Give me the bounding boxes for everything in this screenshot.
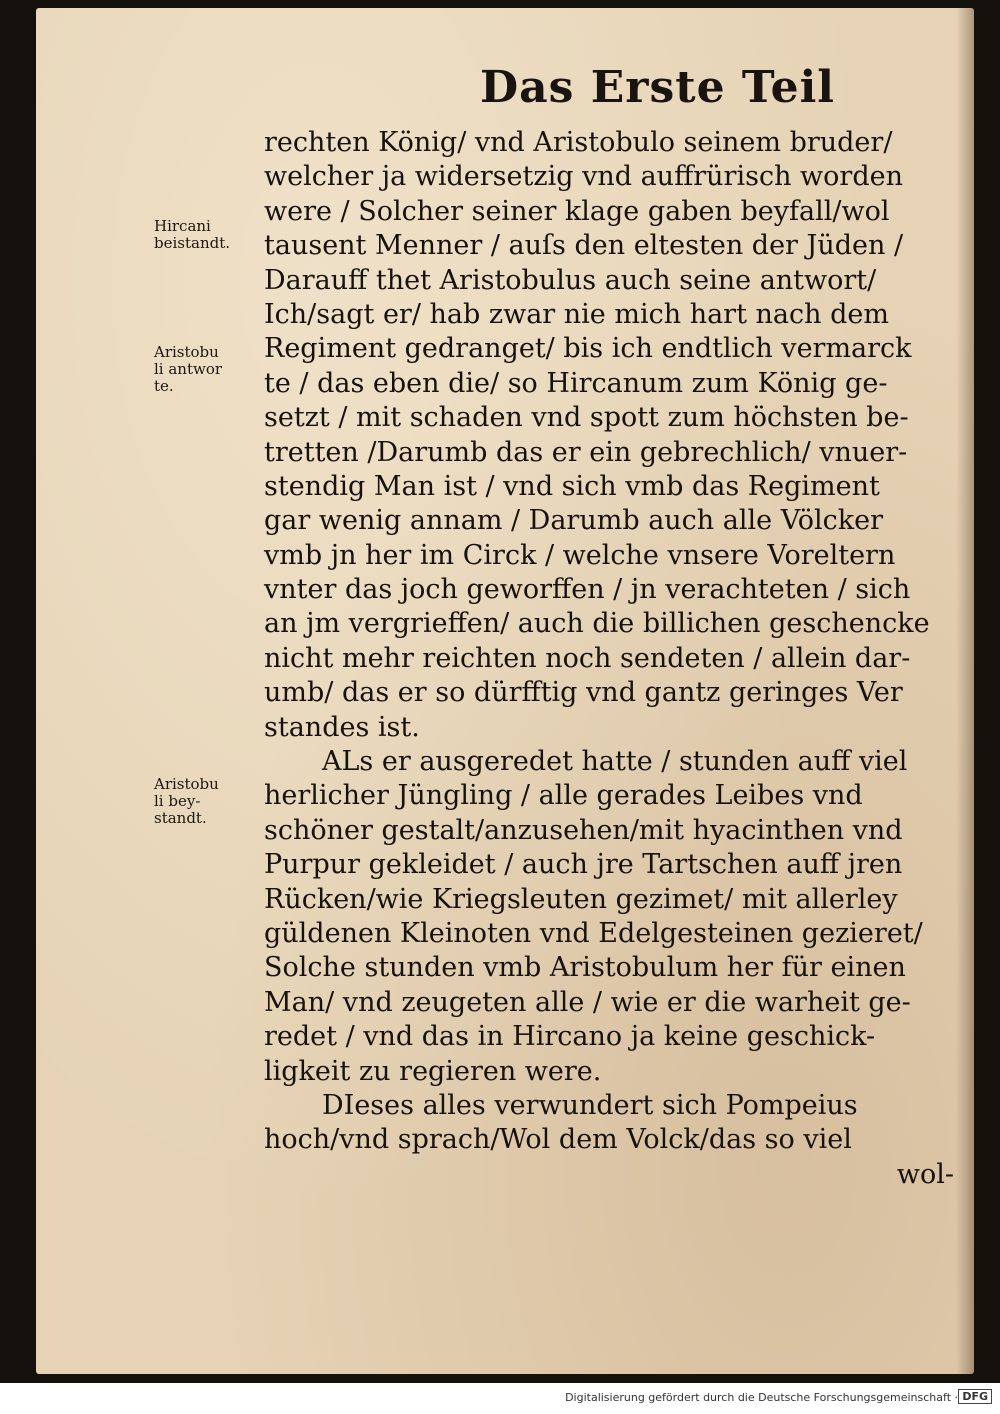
text-line: rechten König/ vnd Aristobulo seinem bruder/ xyxy=(264,127,893,158)
text-line: nicht mehr reichten noch sendeten / allein dar- xyxy=(264,642,911,674)
text-line: ALs er ausgeredet hatte / stunden auff viel xyxy=(322,746,908,778)
text-line: were / Solcher seiner klage gaben beyfall/wol xyxy=(264,195,890,227)
text-line: Man/ vnd zeugeten alle / wie er die warheit ge- xyxy=(264,986,911,1018)
margin-note-line: Hircani xyxy=(154,217,211,235)
text-line: tausent Menner / auſs den eltesten der Jüden / xyxy=(264,230,904,262)
page-edge-shadow xyxy=(956,8,974,1374)
margin-note-1 xyxy=(154,218,272,252)
text-line: Rücken/wie Kriegsleuten gezimet/ mit allerley xyxy=(264,883,898,915)
text-line: ligkeit zu regieren were. xyxy=(264,1055,602,1087)
text-line: Darauff thet Aristobulus auch seine antwort/ xyxy=(264,264,877,296)
text-line: Ich/sagt er/ hab zwar nie mich hart nach dem xyxy=(264,298,889,330)
text-line: te / das eben die/ so Hircanum zum König ge- xyxy=(264,367,888,399)
margin-note-3 xyxy=(154,776,272,827)
body-text xyxy=(264,126,954,1192)
margin-note-line: standt. xyxy=(154,809,207,827)
margin-note-line: Aristobu xyxy=(154,343,219,361)
margin-note-line: Aristobu xyxy=(154,775,219,793)
text-line: setzt / mit schaden vnd spott zum höchsten be- xyxy=(264,402,909,434)
text-line: welcher ja widersetzig vnd auffrürisch worden xyxy=(264,161,903,193)
text-line: umb/ das er so dürfftig vnd gantz geringes Ver xyxy=(264,677,903,709)
text-line: hoch/vnd sprach/Wol dem Volck/das so viel xyxy=(264,1124,852,1156)
text-line: Solche stunden vmb Aristobulum her für einen xyxy=(264,952,906,984)
margin-note-line: li antwor xyxy=(154,360,223,378)
text-line: an jm vergrieffen/ auch die billichen geschencke xyxy=(264,608,930,640)
text-line: Purpur gekleidet / auch jre Tartschen auff jren xyxy=(264,849,903,881)
margin-note-line: te. xyxy=(154,377,174,395)
text-line: vmb jn her im Circk / welche vnsere Voreltern xyxy=(264,539,896,571)
text-line: herlicher Jüngling / alle gerades Leibes vnd xyxy=(264,780,863,812)
text-line: redet / vnd das in Hircano ja keine geschick- xyxy=(264,1021,876,1053)
text-line: stendig Man ist / vnd sich vmb das Regiment xyxy=(264,470,880,502)
text-line: DIeses alles verwundert sich Pompeius xyxy=(322,1089,858,1121)
margin-note-line: beistandt. xyxy=(154,234,231,252)
text-line: vnter das joch geworffen / jn verachteten / sich xyxy=(264,574,911,606)
text-line: güldenen Kleinoten vnd Edelgesteinen gezieret/ xyxy=(264,917,923,949)
text-line: gar wenig annam / Darumb auch alle Völcker xyxy=(264,505,883,537)
margin-note-line: li bey- xyxy=(154,792,201,810)
text-line: Regiment gedranget/ bis ich endtlich vermarck xyxy=(264,333,912,365)
margin-note-2 xyxy=(154,344,272,395)
catchword: wol- xyxy=(896,1158,954,1190)
text-line: tretten /Darumb das er ein gebrechlich/ vnuer- xyxy=(264,436,908,468)
text-line: schöner gestalt/anzusehen/mit hyacinthen vnd xyxy=(264,814,903,846)
running-header: Das Erste Teil xyxy=(480,62,835,113)
text-line: standes ist. xyxy=(264,711,420,743)
dfg-logo: DFG xyxy=(958,1389,992,1404)
footer-bar xyxy=(0,1383,1000,1414)
funding-credit: Digitalisierung gefördert durch die Deutsche Forschungsgemeinschaft · xyxy=(565,1391,958,1404)
